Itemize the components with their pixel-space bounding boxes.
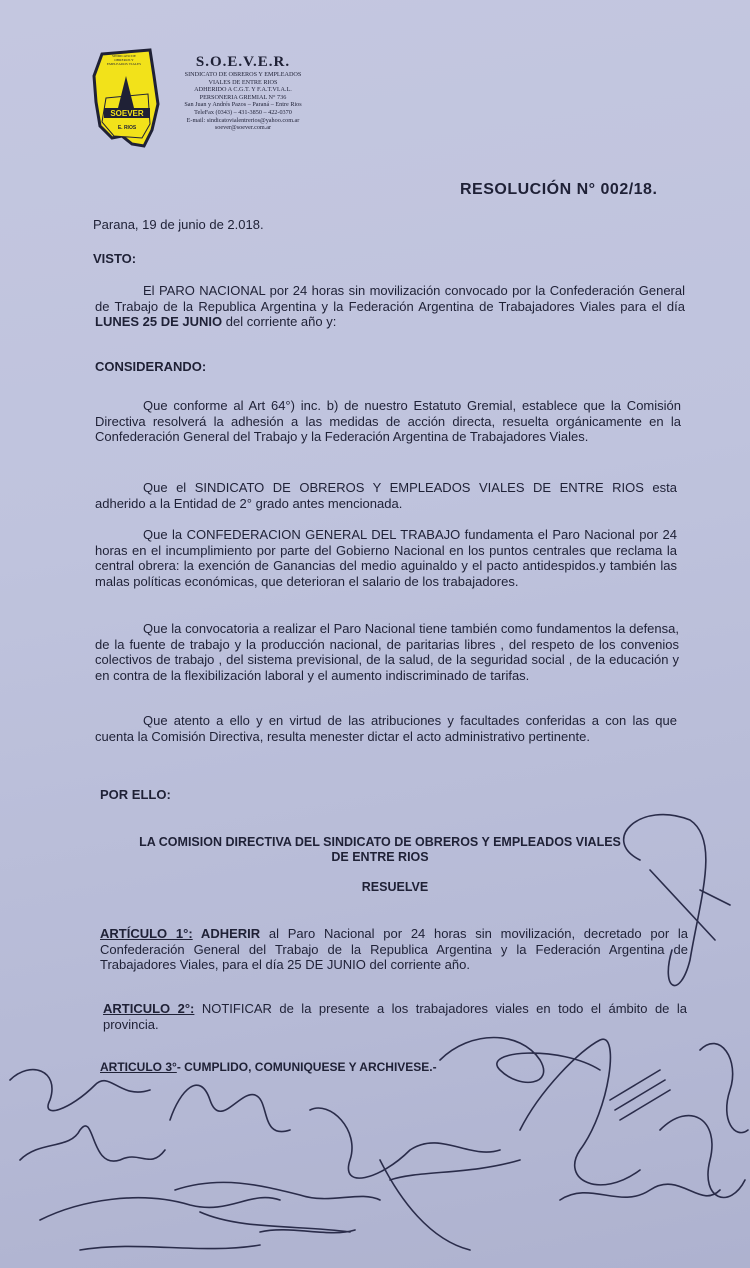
signature-n <box>80 1230 355 1250</box>
comision-line-1: LA COMISION DIRECTIVA DEL SINDICATO DE OBREROS Y EMPLEADOS VIALES <box>139 835 621 849</box>
article-2-text: NOTIFICAR de la presente a los trabajadores viales en todo el ámbito de la provincia. <box>103 1001 687 1032</box>
article-3-text: - CUMPLIDO, COMUNIQUESE Y ARCHIVESE.- <box>176 1060 437 1074</box>
article-1-label: ARTÍCULO 1°: <box>100 926 193 941</box>
letterhead-line-6: TeleFax (0343) – 431-3850 – 422-0370 <box>194 108 292 116</box>
article-1-text: al Paro Nacional por 24 horas sin movilización, decretado por la Confederación General del Trabajo de la Republica Argentina y la Federación Argentina de Trabajadores Viales, para el día 25 DE JUNIO del corriente año. <box>100 926 689 973</box>
logo-badge-text: SOEVER <box>110 109 144 118</box>
considerando-paragraph-3: Que la CONFEDERACION GENERAL DEL TRABAJO fundamenta el Paro Nacional por 24 horas en el incumplimiento por parte del Gobierno Nacional en los puntos centrales que reclama la central obrera: la exención de Ganancias del medio aguinaldo y el pacto antidespidos.y también las malas políticas económicas, que deterioran el salario de los trabajadores. <box>95 527 677 589</box>
letterhead-email-2: soever@soever.com.ar <box>214 124 272 132</box>
letterhead-email-1: E-mail: sindicatovialentrerios@yahoo.com.ar <box>186 116 300 124</box>
considerando-paragraph-2: Que el SINDICATO DE OBREROS Y EMPLEADOS VIALES DE ENTRE RIOS esta adherido a la Entidad de 2° grado antes mencionada. <box>95 480 677 511</box>
signature-b <box>20 1126 165 1161</box>
article-3-label: ARTICULO 3° <box>100 1060 177 1074</box>
signature-j <box>560 1184 720 1200</box>
letterhead-line-5: San Juan y Andrés Pazos – Paraná – Entre Rios <box>184 101 302 109</box>
resuelve-heading: RESUELVE <box>361 880 429 894</box>
signature-m <box>700 1044 748 1133</box>
org-name: S.O.E.V.E.R. <box>195 54 291 70</box>
article-3 <box>100 1060 500 1076</box>
signature-g <box>380 1160 520 1250</box>
article-2-label: ARTICULO 2°: <box>103 1001 195 1016</box>
signature-c <box>40 1198 280 1220</box>
signature-l <box>660 1116 745 1198</box>
considerando-paragraph-4: Que la convocatoria a realizar el Paro Nacional tiene también como fundamentos la defensa, de la fuente de trabajo y la producción nacional, de paritarias libres , del respeto de los convenios colectivos de trabajo , del sistema previsional, de la salud, de la seguridad social , de la educación y en contra de la flexibilización laboral y el aumento indiscriminado de tarifas. <box>95 621 679 683</box>
logo-badge-sub: E. RIOS <box>117 125 137 131</box>
considerando-paragraph-1: Que conforme al Art 64°) inc. b) de nuestro Estatuto Gremial, establece que la Comisión Directiva resolverá la adhesión a las medidas de acción directa, resuelta orgánicamente en la Confederación General del Trabajo y la Federación Argentina de Trabajadores Viales. <box>95 398 681 445</box>
por-ello-heading: POR ELLO: <box>100 787 171 802</box>
union-logo <box>92 46 162 150</box>
signature-e <box>175 1182 380 1232</box>
comision-line-2: DE ENTRE RIOS <box>331 850 429 864</box>
article-1 <box>100 926 688 973</box>
visto-heading: VISTO: <box>93 251 137 266</box>
signature-f <box>310 1108 500 1178</box>
signature-a <box>10 1070 150 1111</box>
signature-i <box>520 1039 640 1185</box>
signature-k <box>610 1070 670 1120</box>
visto-text-bold: LUNES 25 DE JUNIO <box>95 314 223 330</box>
logo-top-text: SINDICATO DE OBREROS Y EMPLEADOS VIALES <box>106 54 142 67</box>
resolution-title: RESOLUCIÓN N° 002/18. <box>460 181 658 198</box>
considerando-heading: CONSIDERANDO: <box>95 359 207 374</box>
visto-text-after: del corriente año y: <box>222 314 337 330</box>
letterhead-line-3: ADHERIDO A C.G.T. Y F.A.T.VI.A.L. <box>194 86 292 94</box>
article-2 <box>103 1001 687 1032</box>
visto-paragraph <box>95 283 685 330</box>
letterhead <box>168 54 318 132</box>
letterhead-line-1: SINDICATO DE OBREROS Y EMPLEADOS <box>184 71 302 78</box>
article-1-verb: ADHERIR <box>192 926 261 941</box>
document-date: Parana, 19 de junio de 2.018. <box>93 217 264 232</box>
letterhead-line-4: PERSONERIA GREMIAL N° 736 <box>199 93 287 101</box>
visto-text-before: El PARO NACIONAL por 24 horas sin movilización convocado por la Confederación General de Trabajo de la Republica Argentina y la Federación Argentina de Trabajadores Viales para el día <box>95 283 685 314</box>
letterhead-line-2: VIALES DE ENTRE RIOS <box>208 78 278 86</box>
signature-d <box>170 1085 290 1131</box>
considerando-paragraph-5: Que atento a ello y en virtud de las atribuciones y facultades conferidas a con las que cuenta la Comisión Directiva, resulta menester dictar el acto administrativo pertinente. <box>95 713 677 744</box>
